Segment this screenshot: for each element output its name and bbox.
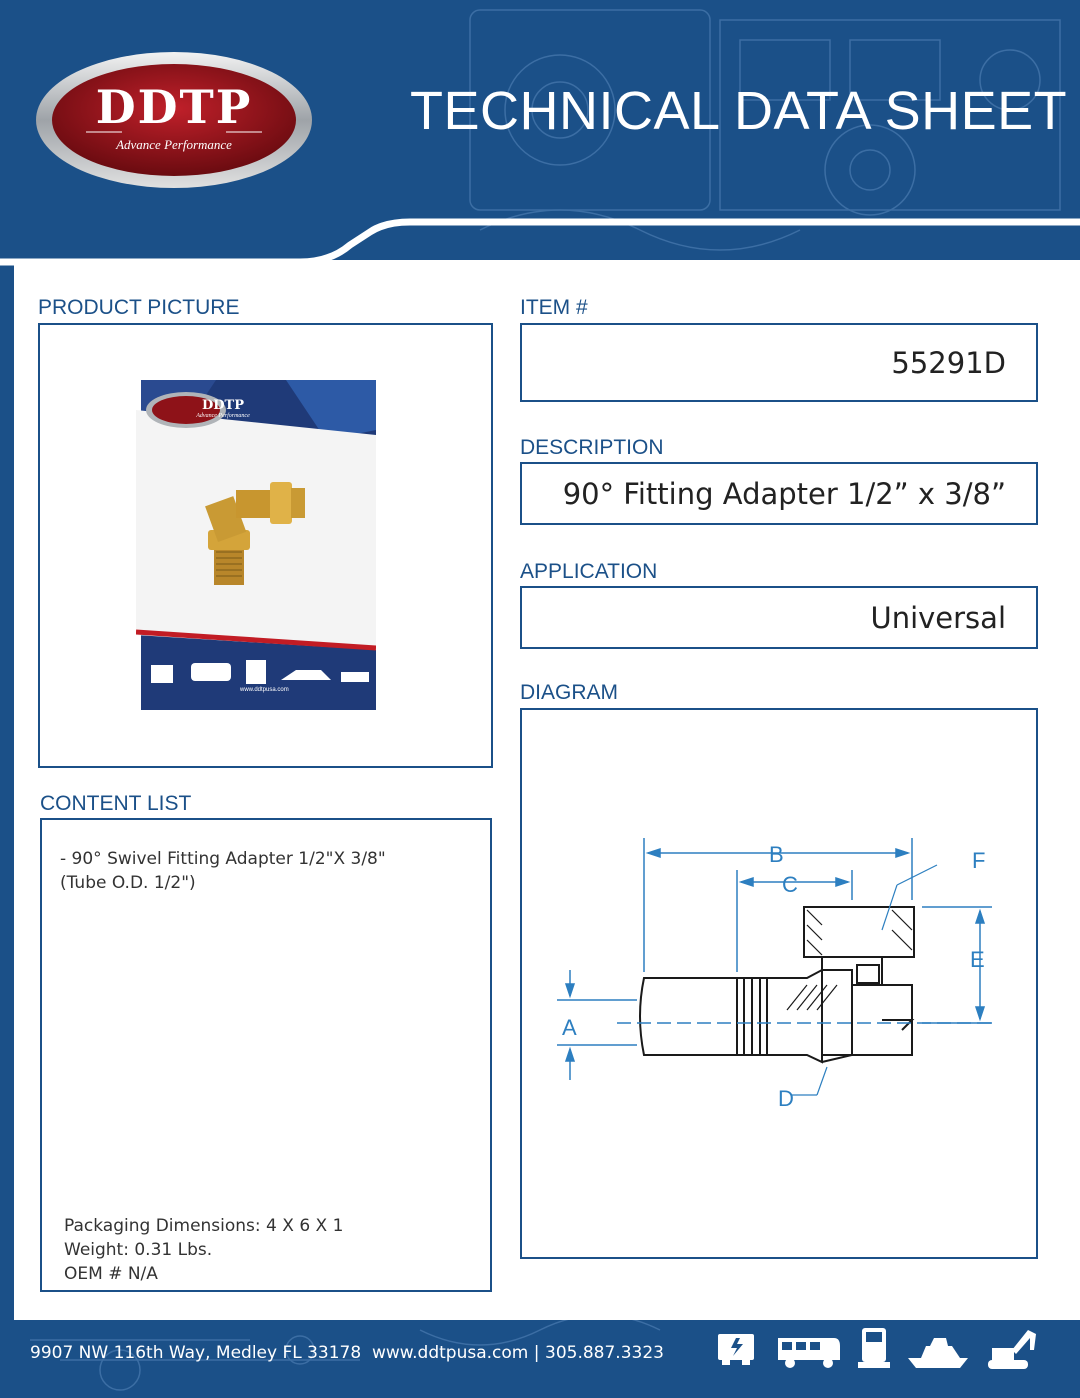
dim-label-c: C xyxy=(782,872,798,897)
application-value: Universal xyxy=(870,600,1006,635)
package-logo-tagline: Advance Performance xyxy=(196,413,250,419)
dim-label-f: F xyxy=(972,848,986,873)
dim-label-e: E xyxy=(970,947,985,972)
footer-website[interactable]: www.ddtpusa.com | xyxy=(372,1343,540,1363)
oem-number: OEM # N/A xyxy=(64,1264,158,1284)
package-logo-text: DDTP xyxy=(202,398,244,413)
weight: Weight: 0.31 Lbs. xyxy=(64,1240,213,1260)
page-title: TECHNICAL DATA SHEET xyxy=(410,81,1068,141)
yacht-icon xyxy=(908,1338,968,1368)
header xyxy=(0,0,1080,260)
logo-tagline: Advance Performance xyxy=(116,137,232,152)
fitting-diagram xyxy=(522,710,1036,1257)
logo-text: DDTP xyxy=(95,80,253,134)
footer-icon-row xyxy=(716,1320,1046,1385)
package-url: www.ddtpusa.com xyxy=(240,687,289,693)
product-package-image xyxy=(136,380,376,710)
description-label: DESCRIPTION xyxy=(520,436,664,459)
product-picture-box xyxy=(38,323,493,768)
dim-label-d: D xyxy=(778,1086,794,1111)
application-box xyxy=(520,586,1038,649)
application-label: APPLICATION xyxy=(520,560,658,583)
description-value: 90° Fitting Adapter 1/2” x 3/8” xyxy=(562,476,1006,511)
excavator-icon xyxy=(988,1330,1036,1369)
content-item-2: (Tube O.D. 1/2") xyxy=(60,873,196,893)
diagram-box xyxy=(520,708,1038,1259)
item-number-label: ITEM # xyxy=(520,296,588,319)
dim-label-b: B xyxy=(769,842,784,867)
truck-icon xyxy=(858,1328,890,1368)
packaging-dimensions: Packaging Dimensions: 4 X 6 X 1 xyxy=(64,1216,344,1236)
generator-icon xyxy=(718,1334,754,1365)
content-list-label: CONTENT LIST xyxy=(40,792,192,815)
diagram-label: DIAGRAM xyxy=(520,681,619,704)
ddtp-logo xyxy=(34,50,314,190)
item-number-value: 55291D xyxy=(891,345,1006,380)
bus-icon xyxy=(778,1338,840,1368)
footer-address: 9907 NW 116th Way, Medley FL 33178 xyxy=(30,1343,362,1363)
dim-label-a: A xyxy=(562,1015,577,1040)
content-list-box xyxy=(40,818,492,1292)
description-box xyxy=(520,462,1038,525)
footer-phone: 305.887.3323 xyxy=(545,1343,664,1363)
content-item-1: - 90° Swivel Fitting Adapter 1/2"X 3/8" xyxy=(60,849,386,869)
product-picture-label: PRODUCT PICTURE xyxy=(38,296,240,319)
item-number-box xyxy=(520,323,1038,402)
